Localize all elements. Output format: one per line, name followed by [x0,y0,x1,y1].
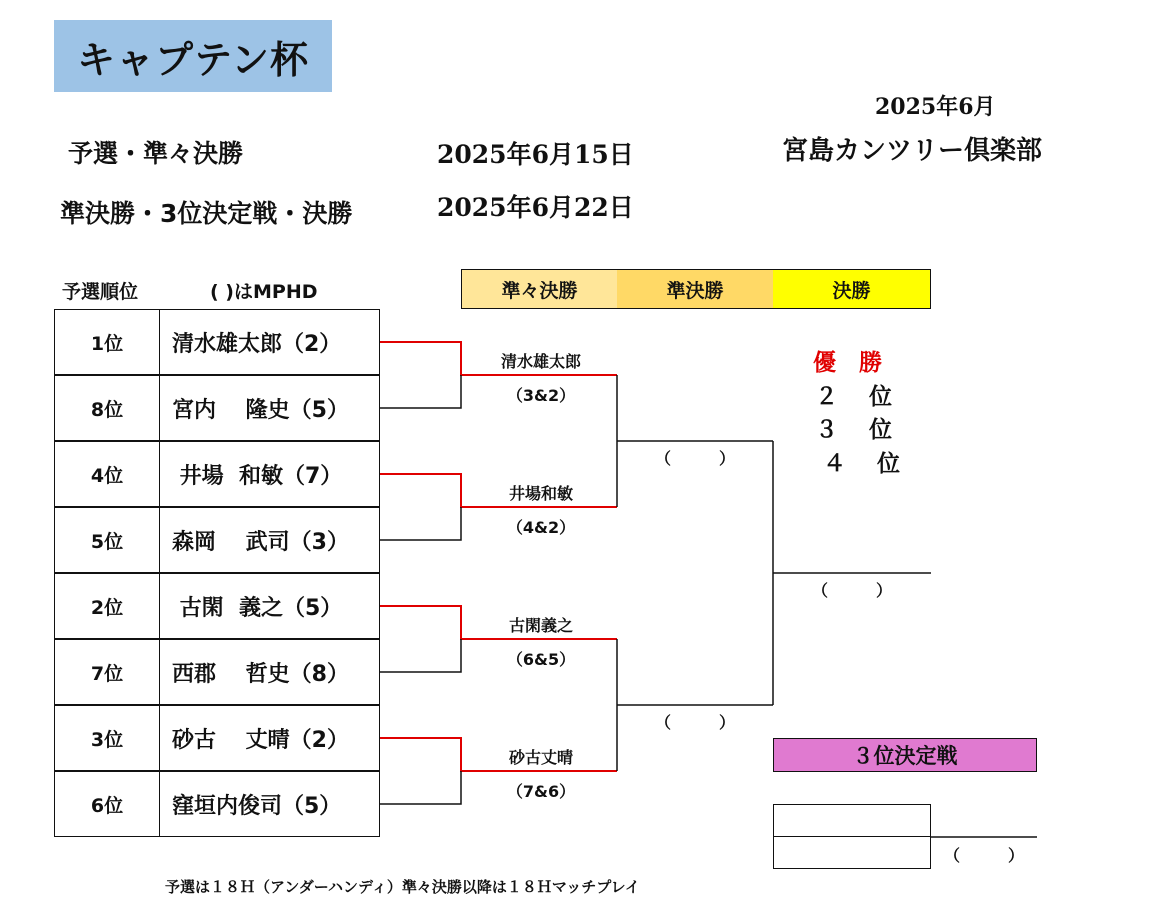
player-name: 窪垣内俊司（5） [160,771,380,837]
qf-score: （3&2） [506,386,576,405]
qf-score: （7&6） [506,782,576,801]
bracket-line [380,375,461,408]
seed-rank: 6位 [54,771,160,837]
final-score-empty: （ ） [812,581,893,600]
bracket-line [380,639,461,672]
player-name: 西郡 哲史（8） [160,639,380,705]
sf-score-empty: （ ） [655,713,736,732]
handicap-note: ( )はMPHD [210,281,318,303]
seed-rank: 1位 [54,309,160,375]
footer-note: 予選は１８Ｈ（アンダーハンディ）準々決勝以降は１８Ｈマッチプレイ [165,878,640,896]
player-name: 清水雄太郎（2） [160,309,380,375]
event-title: キャプテン杯 [54,20,332,92]
round-header-quarterfinal: 準々決勝 [461,269,618,309]
round-header-final: 決勝 [773,269,931,309]
champion-label: 優 勝 [813,350,882,376]
qf-winner: 井場和敏 [508,484,573,503]
seed-rank: 4位 [54,441,160,507]
sf-score-empty: （ ） [655,449,736,468]
event-month: 2025年6月 [875,94,996,120]
schedule-date-2: 2025年6月22日 [437,193,634,222]
seed-rank: 7位 [54,639,160,705]
third-place-playoff-header: ３位決定戦 [773,738,1037,772]
player-name: 宮内 隆史（5） [160,375,380,441]
bracket-line [380,771,461,804]
qf-score: （6&5） [506,650,576,669]
schedule-label-1: 予選・準々決勝 [68,139,244,168]
player-name: 森岡 武司（3） [160,507,380,573]
round-header-semifinal: 準決勝 [617,269,774,309]
qf-winner: 清水雄太郎 [500,352,581,371]
schedule-label-2: 準決勝・3位決定戦・決勝 [60,199,353,228]
schedule-date-1: 2025年6月15日 [437,140,634,169]
third-place-label: ３ 位 [815,417,893,443]
qf-winner: 砂古丈晴 [508,748,573,767]
seed-rank: 5位 [54,507,160,573]
seed-rank: 8位 [54,375,160,441]
second-place-label: ２ 位 [815,384,893,410]
player-name: 井場 和敏（7） [160,441,380,507]
rank-header: 予選順位 [62,281,139,303]
third-place-slot [773,836,931,869]
qf-winner: 古閑義之 [508,616,573,635]
bracket-line [380,507,461,540]
seed-rank: 3位 [54,705,160,771]
player-name: 砂古 丈晴（2） [160,705,380,771]
seed-rank: 2位 [54,573,160,639]
player-name: 古閑 義之（5） [160,573,380,639]
fourth-place-label: ４ 位 [815,451,901,477]
third-place-slot [773,804,931,837]
qf-score: （4&2） [506,518,576,537]
third-place-score-empty: （ ） [944,846,1025,865]
venue-name: 宮島カンツリー倶楽部 [782,136,1043,166]
